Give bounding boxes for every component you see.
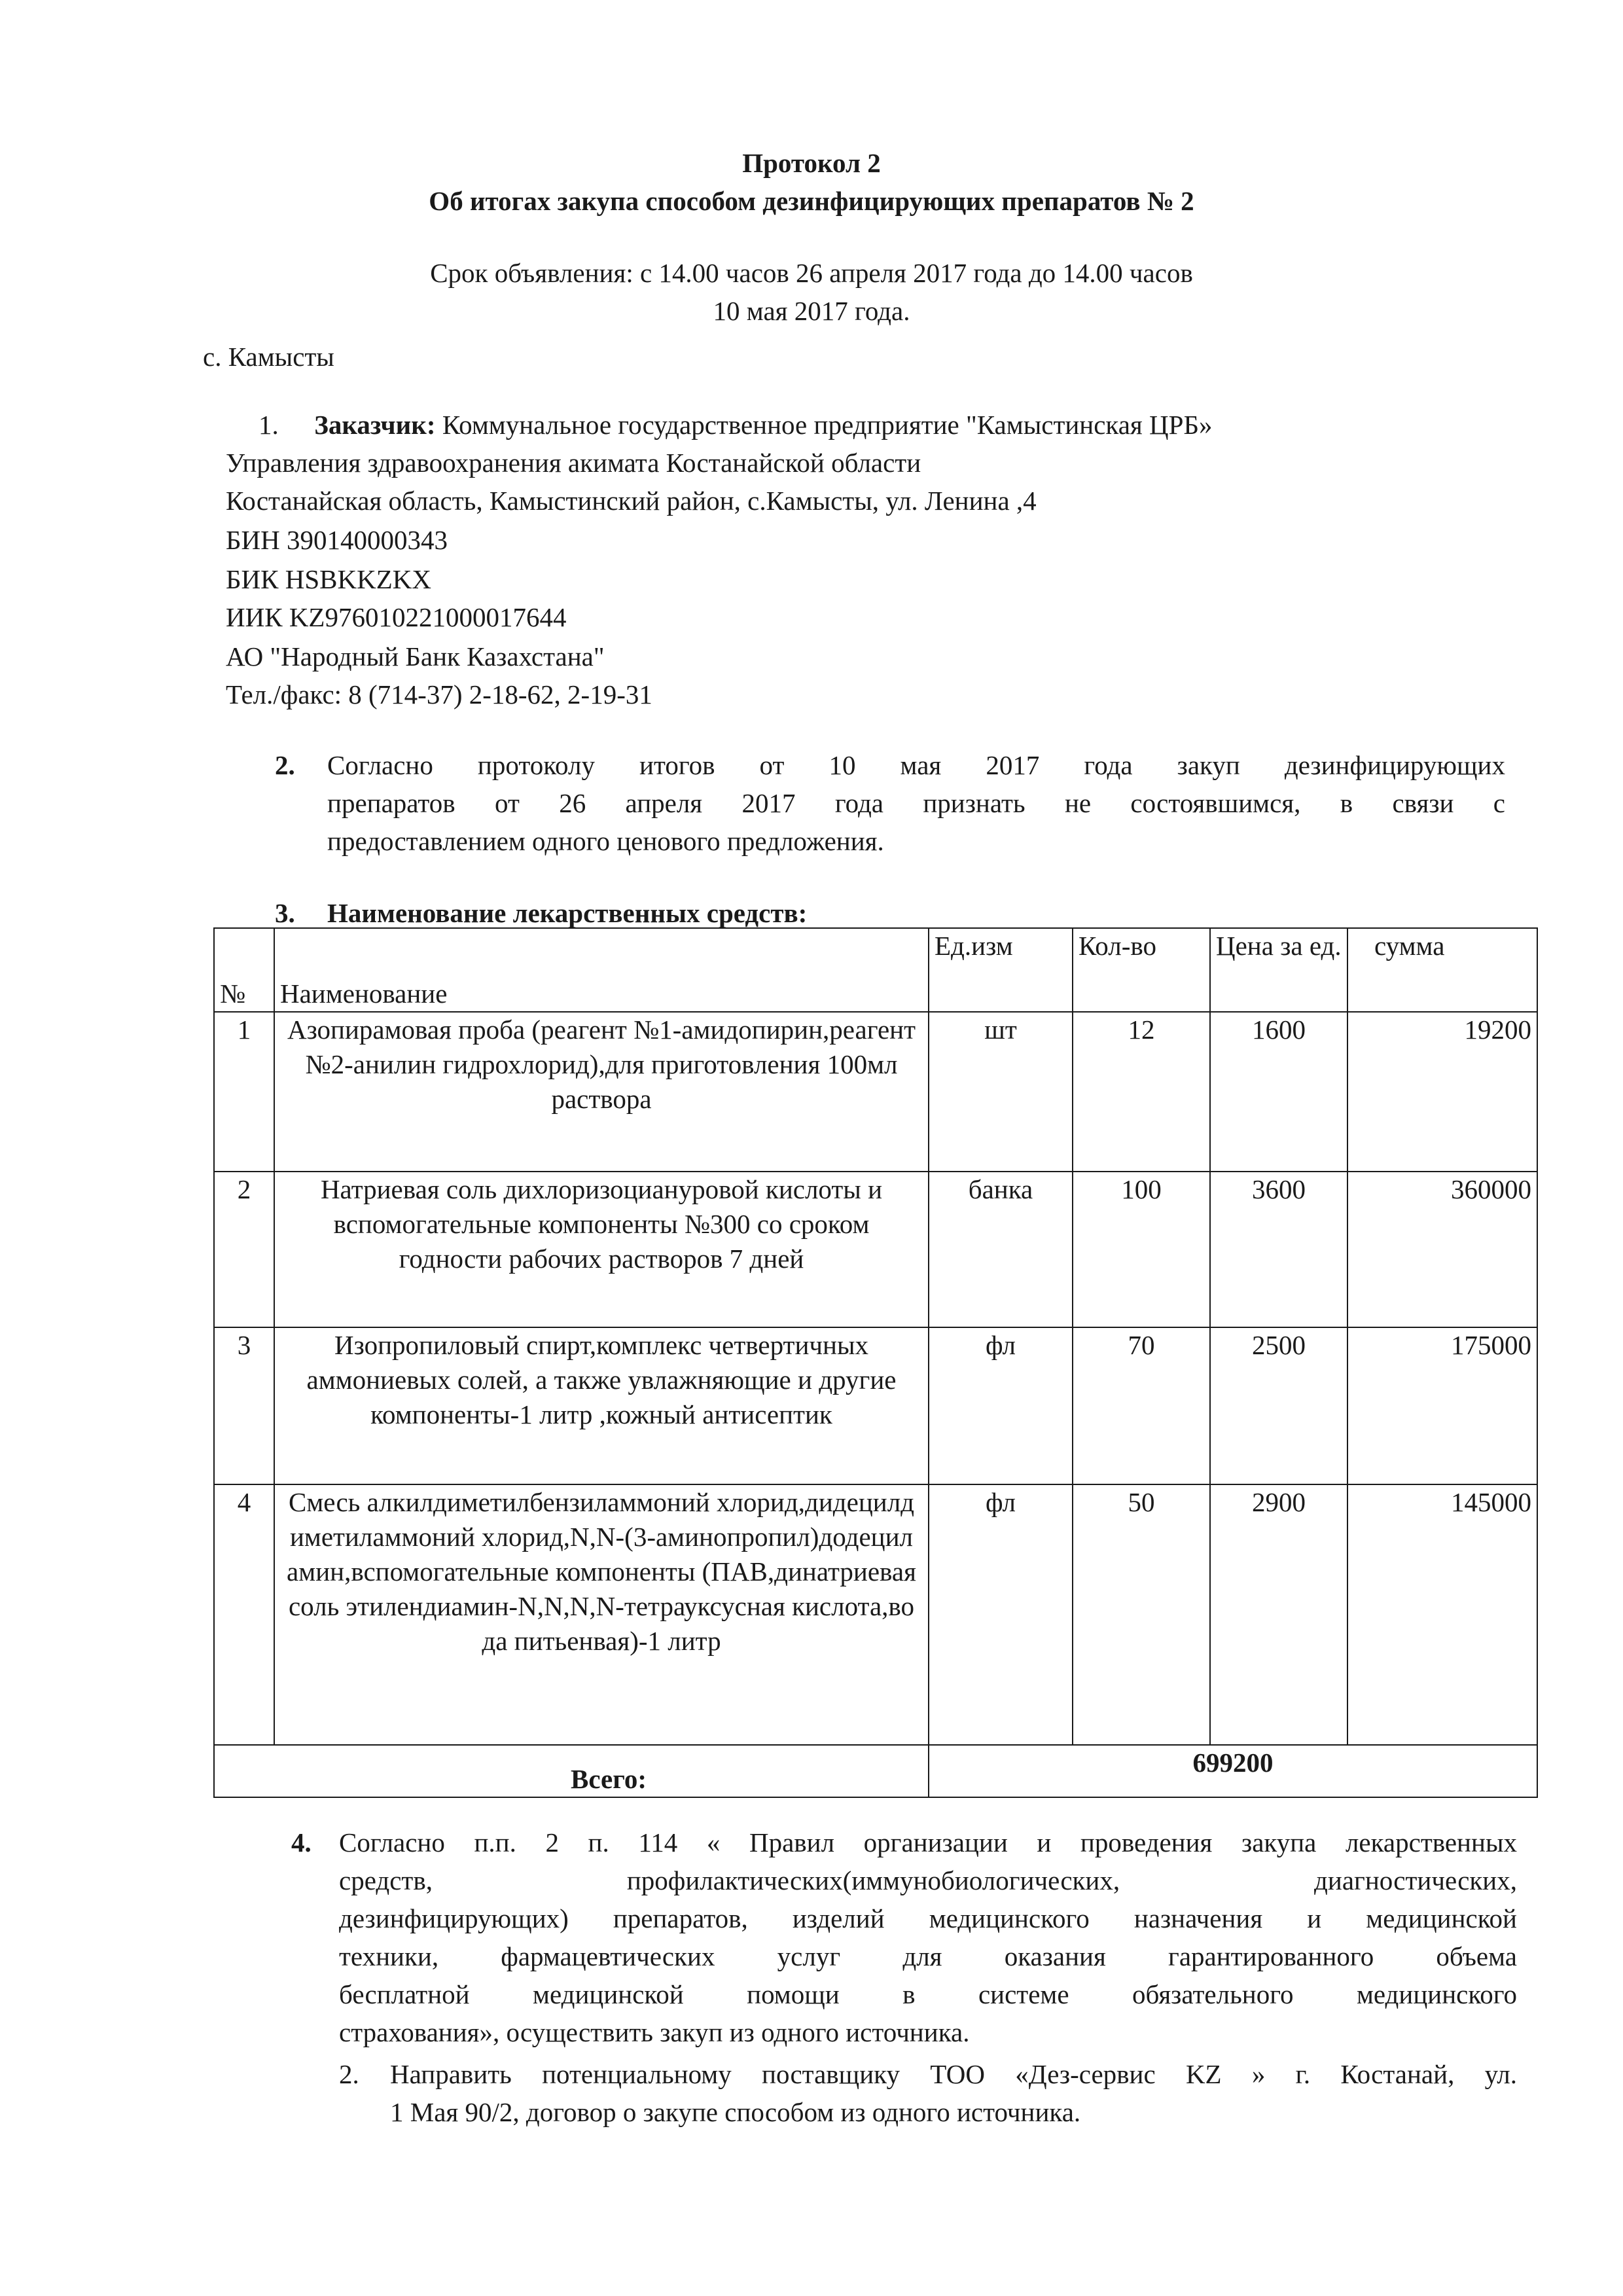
customer-bik: БИК HSBKKZKX — [226, 564, 431, 594]
section2-line-3: предоставлением одного ценового предложения. — [327, 826, 884, 856]
row-unit: фл — [929, 1484, 1073, 1745]
row-sum: 19200 — [1347, 1012, 1537, 1172]
row-name: Изопропиловый спирт,комплекс четвертичных аммониевых солей, а также увлажняющие и другие компоненты-1 литр ,кожный антисептик — [274, 1327, 929, 1484]
page-subtitle: Об итогах закупа способом дезинфицирующих препаратов № 2 — [429, 186, 1194, 216]
section2-line-2: препаратов от 26 апреля 2017 года признать не состоявшимся, в связи с — [327, 788, 1505, 818]
section4-line-6: страхования», осуществить закуп из одного источника. — [339, 2017, 970, 2047]
section5-number: 2. — [339, 2059, 359, 2089]
row-num: 1 — [214, 1012, 274, 1172]
section2-line-1: Согласно протоколу итогов от 10 мая 2017 года закуп дезинфицирующих — [327, 750, 1505, 780]
items-table — [213, 927, 1538, 1798]
row-name: Смесь алкилдиметилбензиламмоний хлорид,дидецилдиметиламмоний хлорид,N,N-(3-аминопропил)додециламин,вспомогательные компоненты (ПАВ,динатриевая соль этилендиамин-N,N,N,N-тетрауксусная кислота,вода питьенвая)-1 литр — [274, 1484, 929, 1745]
row-qty: 70 — [1073, 1327, 1210, 1484]
row-unit: шт — [929, 1012, 1073, 1172]
section5-line-2: 1 Мая 90/2, договор о закупе способом из одного источника. — [390, 2097, 1081, 2127]
row-name: Натриевая соль дихлоризоциануровой кислоты и вспомогательные компоненты №300 со сроком годности рабочих растворов 7 дней — [274, 1172, 929, 1327]
customer-block-first-line — [259, 406, 1213, 444]
row-sum: 145000 — [1347, 1484, 1537, 1745]
col-header-qty: Кол-во — [1073, 928, 1210, 1012]
row-sum: 360000 — [1347, 1172, 1537, 1327]
row-qty: 100 — [1073, 1172, 1210, 1327]
customer-phone: Тел./факс: 8 (714-37) 2-18-62, 2-19-31 — [226, 679, 652, 709]
row-sum: 175000 — [1347, 1327, 1537, 1484]
section3-title: Наименование лекарственных средств: — [327, 898, 808, 928]
section4-line-3: дезинфицирующих) препаратов, изделий медицинского назначения и медицинской — [339, 1903, 1517, 1933]
row-unit: фл — [929, 1327, 1073, 1484]
col-header-sum: сумма — [1347, 928, 1537, 1012]
row-price: 3600 — [1210, 1172, 1347, 1327]
row-price: 1600 — [1210, 1012, 1347, 1172]
row-qty: 50 — [1073, 1484, 1210, 1745]
customer-name: Коммунальное государственное предприятие "Камыстинская ЦРБ» — [442, 410, 1213, 440]
total-value: 699200 — [929, 1745, 1537, 1797]
customer-bin: БИН 390140000343 — [226, 525, 448, 555]
section4-line-4: техники, фармацевтических услуг для оказания гарантированного объема — [339, 1941, 1517, 1971]
row-qty: 12 — [1073, 1012, 1210, 1172]
row-price: 2500 — [1210, 1327, 1347, 1484]
table-row — [214, 1172, 1537, 1327]
row-num: 4 — [214, 1484, 274, 1745]
table-row — [214, 1012, 1537, 1172]
row-num: 2 — [214, 1172, 274, 1327]
period-line-1: Срок объявления: с 14.00 часов 26 апреля 2017 года до 14.00 часов — [430, 258, 1193, 288]
customer-label: Заказчик: — [314, 410, 436, 440]
customer-dept: Управления здравоохранения акимата Костанайской области — [226, 448, 921, 478]
customer-iik: ИИК KZ976010221000017644 — [226, 602, 567, 632]
place: с. Камысты — [203, 342, 334, 372]
total-label: Всего: — [214, 1745, 929, 1797]
col-header-name: Наименование — [274, 928, 929, 1012]
section4-line-1: Согласно п.п. 2 п. 114 « Правил организации и проведения закупа лекарственных — [339, 1827, 1517, 1857]
row-num: 3 — [214, 1327, 274, 1484]
customer-bank: АО "Народный Банк Казахстана" — [226, 641, 605, 672]
table-row — [214, 1327, 1537, 1484]
row-name: Азопирамовая проба (реагент №1-амидопирин,реагент №2-анилин гидрохлорид),для приготовления 100мл раствора — [274, 1012, 929, 1172]
section4-line-5: бесплатной медицинской помощи в системе обязательного медицинского — [339, 1979, 1517, 2009]
col-header-price: Цена за ед. — [1210, 928, 1347, 1012]
section4-number: 4. — [291, 1827, 312, 1857]
period-line-2: 10 мая 2017 года. — [713, 296, 910, 326]
col-header-unit: Ед.изм — [929, 928, 1073, 1012]
table-header-row — [214, 928, 1537, 1012]
section-number: 1. — [259, 410, 279, 440]
section3-number: 3. — [275, 898, 295, 928]
row-price: 2900 — [1210, 1484, 1347, 1745]
section5-line-1: Направить потенциальному поставщику ТОО «Дез-сервис KZ » г. Костанай, ул. — [390, 2059, 1517, 2089]
row-unit: банка — [929, 1172, 1073, 1327]
table-row — [214, 1484, 1537, 1745]
section4-line-2: средств, профилактических(иммунобиологических, диагностических, — [339, 1865, 1517, 1895]
table-total-row — [214, 1745, 1537, 1797]
customer-address: Костанайская область, Камыстинский район, с.Камысты, ул. Ленина ,4 — [226, 486, 1037, 516]
section2-number: 2. — [275, 750, 295, 780]
page-title: Протокол 2 — [742, 148, 881, 178]
col-header-num: № — [214, 928, 274, 1012]
